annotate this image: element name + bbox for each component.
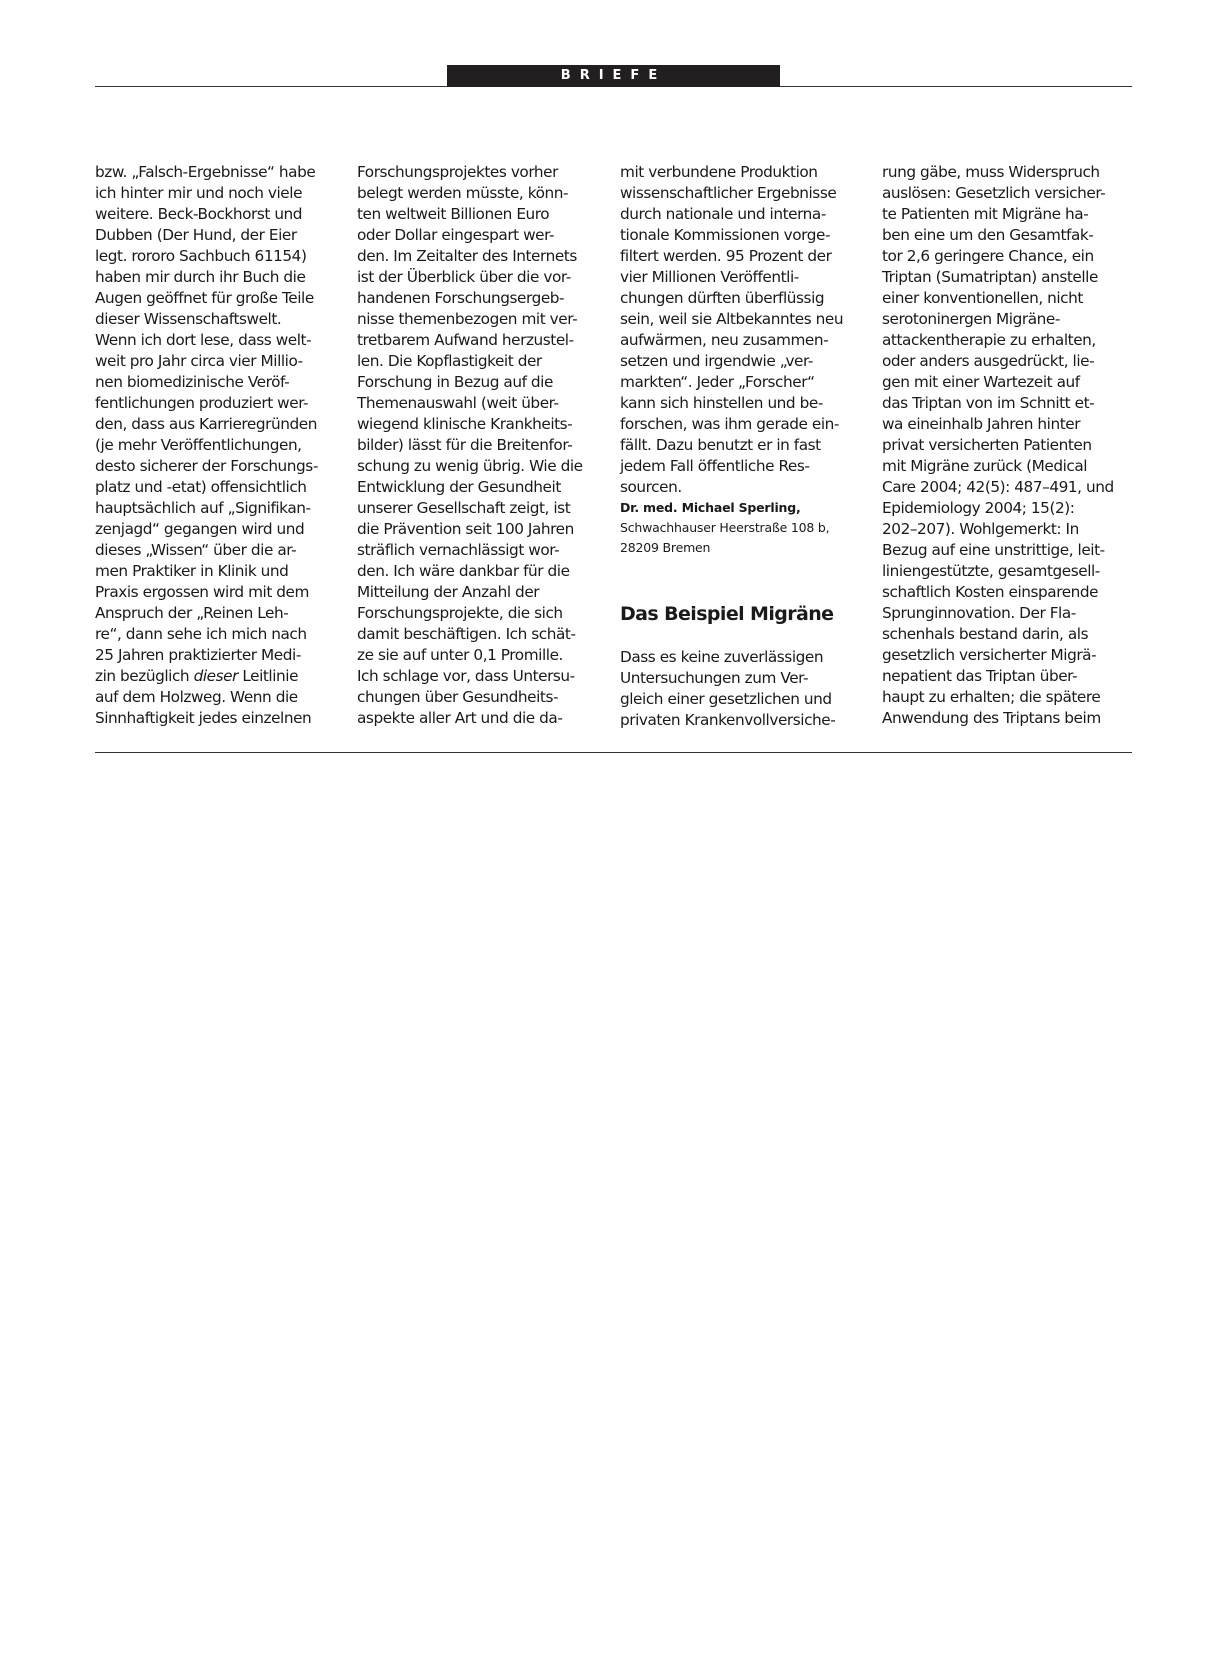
text-line: Sprunginnovation. Der Fla- xyxy=(882,604,1076,622)
text-line: privat versicherten Patienten xyxy=(882,436,1092,454)
signature-street: Schwachhauser Heerstraße 108 b, xyxy=(620,520,830,535)
text-line: haupt zu erhalten; die spätere xyxy=(882,688,1101,706)
text-line: chungen über Gesundheits- xyxy=(357,688,559,706)
text-line: tretbarem Aufwand herzustel- xyxy=(357,331,574,349)
text-line: einer konventionellen, nicht xyxy=(882,289,1083,307)
text-line: den, dass aus Karrieregründen xyxy=(95,415,317,433)
text-line: hauptsächlich auf „Signifikan- xyxy=(95,499,311,517)
text-line: Forschung in Bezug auf die xyxy=(357,373,553,391)
text-line: Ich schlage vor, dass Untersu- xyxy=(357,667,575,685)
text-line: dieser Wissenschaftswelt. xyxy=(95,310,282,328)
text-line-emphasis xyxy=(95,666,345,687)
text-line: die Prävention seit 100 Jahren xyxy=(357,520,574,538)
text-line: nisse themenbezogen mit ver- xyxy=(357,310,578,328)
text-line: auslösen: Gesetzlich versicher- xyxy=(882,184,1106,202)
text-fragment: Leitlinie xyxy=(237,667,299,685)
text-line: mit Migräne zurück (Medical xyxy=(882,457,1088,475)
text-line: Dubben (Der Hund, der Eier xyxy=(95,226,297,244)
text-line: jedem Fall öffentliche Res- xyxy=(620,457,810,475)
text-line: attackentherapie zu erhalten, xyxy=(882,331,1096,349)
text-line: durch nationale und interna- xyxy=(620,205,826,223)
text-line: len. Die Kopflastigkeit der xyxy=(357,352,542,370)
text-line: wiegend klinische Krankheits- xyxy=(357,415,573,433)
text-line: den. Ich wäre dankbar für die xyxy=(357,562,570,580)
text-line: ich hinter mir und noch viele xyxy=(95,184,303,202)
text-line: rung gäbe, muss Widerspruch xyxy=(882,163,1100,181)
text-line: setzen und irgendwie „ver- xyxy=(620,352,813,370)
text-line: Epidemiology 2004; 15(2): xyxy=(882,499,1075,517)
text-line: aspekte aller Art und die da- xyxy=(357,709,563,727)
text-line: legt. rororo Sachbuch 61154) xyxy=(95,247,307,265)
text-line: belegt werden müsste, könn- xyxy=(357,184,569,202)
text-line: men Praktiker in Klinik und xyxy=(95,562,289,580)
column-2 xyxy=(357,162,607,729)
text-line: sourcen. xyxy=(620,478,682,496)
text-line: dieses „Wissen“ über die ar- xyxy=(95,541,297,559)
text-line: fentlichungen produziert wer- xyxy=(95,394,309,412)
subheading: Das Beispiel Migräne xyxy=(620,603,834,625)
text-line: privaten Krankenvollversiche- xyxy=(620,711,836,729)
text-line: sträflich vernachlässigt wor- xyxy=(357,541,560,559)
column-1-lines xyxy=(95,162,345,666)
signature-name: Dr. med. Michael Sperling, xyxy=(620,500,801,515)
text-line: re“, dann sehe ich mich nach xyxy=(95,625,307,643)
text-line: Anspruch der „Reinen Leh- xyxy=(95,604,289,622)
text-line: Entwicklung der Gesundheit xyxy=(357,478,561,496)
text-line: unserer Gesellschaft zeigt, ist xyxy=(357,499,571,517)
signature-city: 28209 Bremen xyxy=(620,540,711,555)
text-line: filtert werden. 95 Prozent der xyxy=(620,247,832,265)
text-line: aufwärmen, neu zusammen- xyxy=(620,331,829,349)
text-line: forschen, was ihm gerade ein- xyxy=(620,415,839,433)
column-1 xyxy=(95,162,345,729)
text-line: Dass es keine zuverlässigen xyxy=(620,648,824,666)
text-line: desto sicherer der Forschungs- xyxy=(95,457,318,475)
text-line: markten“. Jeder „Forscher“ xyxy=(620,373,815,391)
text-line: ten weltweit Billionen Euro xyxy=(357,205,550,223)
text-line: mit verbundene Produktion xyxy=(620,163,818,181)
text-line: schung zu wenig übrig. Wie die xyxy=(357,457,583,475)
text-line: Wenn ich dort lese, dass welt- xyxy=(95,331,312,349)
text-line: liniengestützte, gesamtgesell- xyxy=(882,562,1100,580)
text-line: oder Dollar eingespart wer- xyxy=(357,226,555,244)
column-3-after-lines xyxy=(620,647,870,731)
text-line: weitere. Beck-Bockhorst und xyxy=(95,205,303,223)
text-line: weit pro Jahr circa vier Millio- xyxy=(95,352,303,370)
text-line: gesetzlich versicherter Migrä- xyxy=(882,646,1097,664)
text-line: te Patienten mit Migräne ha- xyxy=(882,205,1089,223)
text-line: haben mir durch ihr Buch die xyxy=(95,268,306,286)
text-line: auf dem Holzweg. Wenn die xyxy=(95,688,298,706)
text-line: serotoninergen Migräne- xyxy=(882,310,1060,328)
text-line: Care 2004; 42(5): 487–491, und xyxy=(882,478,1114,496)
text-line: Themenauswahl (weit über- xyxy=(357,394,559,412)
text-line: zenjagd“ gegangen wird und xyxy=(95,520,305,538)
text-line: wa eineinhalb Jahren hinter xyxy=(882,415,1081,433)
text-line: Praxis ergossen wird mit dem xyxy=(95,583,309,601)
text-line: 202–207). Wohlgemerkt: In xyxy=(882,520,1079,538)
text-line: fällt. Dazu benutzt er in fast xyxy=(620,436,821,454)
text-line: gen mit einer Wartezeit auf xyxy=(882,373,1080,391)
text-line: Untersuchungen zum Ver- xyxy=(620,669,809,687)
text-line: chungen dürften überflüssig xyxy=(620,289,825,307)
text-line: damit beschäftigen. Ich schät- xyxy=(357,625,576,643)
text-line: tor 2,6 geringere Chance, ein xyxy=(882,247,1094,265)
text-line: Augen geöffnet für große Teile xyxy=(95,289,314,307)
text-line: Forschungsprojekte, die sich xyxy=(357,604,563,622)
text-line: ben eine um den Gesamtfak- xyxy=(882,226,1094,244)
text-line: Bezug auf eine unstrittige, leit- xyxy=(882,541,1105,559)
text-line: wissenschaftlicher Ergebnisse xyxy=(620,184,837,202)
text-line: Anwendung des Triptans beim xyxy=(882,709,1101,727)
text-line: schenhals bestand darin, als xyxy=(882,625,1089,643)
text-line: nen biomedizinische Veröf- xyxy=(95,373,290,391)
column-2-lines xyxy=(357,162,607,729)
text-line: bzw. „Falsch-Ergebnisse“ habe xyxy=(95,163,316,181)
column-4-lines xyxy=(882,162,1132,729)
text-line: ist der Überblick über die vor- xyxy=(357,268,571,286)
emphasized-word: dieser xyxy=(193,667,238,685)
section-label: BRIEFE xyxy=(447,65,780,87)
text-line: oder anders ausgedrückt, lie- xyxy=(882,352,1095,370)
text-line: handenen Forschungsergeb- xyxy=(357,289,565,307)
text-line: Sinnhaftigkeit jedes einzelnen xyxy=(95,709,312,727)
text-line: gleich einer gesetzlichen und xyxy=(620,690,832,708)
text-line: bilder) lässt für die Breitenfor- xyxy=(357,436,573,454)
text-line: Forschungsprojektes vorher xyxy=(357,163,558,181)
text-line: 25 Jahren praktizierter Medi- xyxy=(95,646,301,664)
text-fragment: zin bezüglich xyxy=(95,667,194,685)
footer-rule xyxy=(95,752,1132,753)
text-line: den. Im Zeitalter des Internets xyxy=(357,247,577,265)
text-line: sein, weil sie Altbekanntes neu xyxy=(620,310,844,328)
column-4 xyxy=(882,162,1132,729)
text-line: kann sich hinstellen und be- xyxy=(620,394,823,412)
text-line: platz und -etat) offensichtlich xyxy=(95,478,307,496)
text-line: schaftlich Kosten einsparende xyxy=(882,583,1099,601)
text-line: vier Millionen Veröffentli- xyxy=(620,268,799,286)
text-line: tionale Kommissionen vorge- xyxy=(620,226,831,244)
text-line: Triptan (Sumatriptan) anstelle xyxy=(882,268,1098,286)
text-line: das Triptan von im Schnitt et- xyxy=(882,394,1095,412)
column-1-end-lines xyxy=(95,687,345,729)
text-line: ze sie auf unter 0,1 Promille. xyxy=(357,646,563,664)
article-columns xyxy=(95,162,1132,732)
text-line: nepatient das Triptan über- xyxy=(882,667,1078,685)
text-line: (je mehr Veröffentlichungen, xyxy=(95,436,302,454)
column-3-lines xyxy=(620,162,870,498)
column-3 xyxy=(620,162,870,731)
text-line: Mitteilung der Anzahl der xyxy=(357,583,540,601)
